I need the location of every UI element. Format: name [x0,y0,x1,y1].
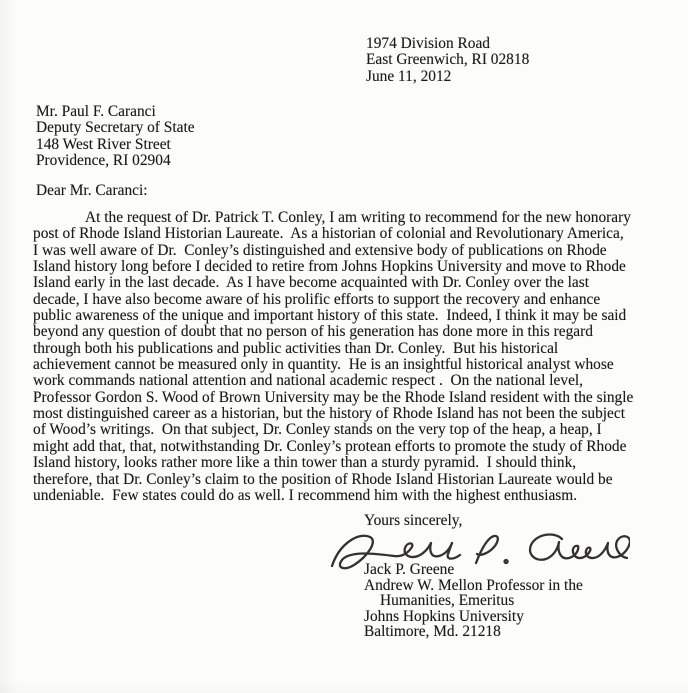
signer-title-line: Humanities, Emeritus [380,592,515,610]
body-line: achievement cannot be measured only in quantity. He is an insightful historical analyst whose [33,356,614,374]
body-line: most distinguished career as a historian, but the history of Rhode Island has not been the subject [33,405,625,423]
body-line: Island early in the last decade. As I have become acquainted with Dr. Conley over the last [33,274,590,292]
sender-address-line: East Greenwich, RI 02818 [366,51,530,69]
signer-name: Jack P. Greene [364,561,455,578]
valediction: Yours sincerely, [364,512,463,529]
body-line: work commands national attention and national academic respect . On the national level, [33,372,584,390]
body-line: decade, I have also become aware of his prolific efforts to support the recovery and enhance [33,290,601,308]
recipient-title: Deputy Secretary of State [36,119,195,137]
body-line: At the request of Dr. Patrick T. Conley, I am writing to recommend for the new honorary [85,209,631,226]
body-line: therefore, that Dr. Conley’s claim to the position of Rhode Island Historian Laureate would be [33,470,613,488]
sender-address-block [366,36,529,85]
letter-date: June 11, 2012 [366,67,452,85]
body-line: I was well aware of Dr. Conley’s distinguished and extensive body of publications on Rhode [33,241,607,259]
signature-block [364,562,583,640]
salutation: Dear Mr. Caranci: [36,182,148,199]
body-line: beyond any question of doubt that no person of his generation has done more in this regard [33,323,593,341]
sender-address-line: 1974 Division Road [366,35,490,52]
body-line: through both his publications and public activities than Dr. Conley. But his historical [33,339,559,357]
body-line: undeniable. Few states could do as well. I recommend him with the highest enthusiasm. [33,486,578,504]
signer-title-line: Andrew W. Mellon Professor in the [364,576,583,594]
body-line: Professor Gordon S. Wood of Brown University may be the Rhode Island resident with the single [33,388,634,406]
body-line: Island history long before I decided to retire from Johns Hopkins University and move to Rhode [33,258,626,276]
signer-location: Baltimore, Md. 21218 [364,623,501,641]
recipient-address-line: 148 West River Street [36,135,171,153]
body-line: post of Rhode Island Historian Laureate. As a historian of colonial and Revolutionary America, [33,225,624,243]
recipient-address-block [36,104,195,170]
signer-institution: Johns Hopkins University [364,607,524,625]
recipient-address-line: Providence, RI 02904 [36,152,171,170]
body-line: public awareness of the unique and important history of this state. Indeed, I think it may be said [33,307,627,325]
body-line: Island history, looks rather more like a thin tower than a sturdy pyramid. I should think, [33,454,577,472]
body-line: might add that, that, notwithstanding Dr. Conley’s protean efforts to promote the study of Rhode [33,437,627,455]
letter-body [33,210,633,504]
body-line: of Wood’s writings. On that subject, Dr. Conley stands on the very top of the heap, a heap, I [33,421,602,439]
recipient-name: Mr. Paul F. Caranci [36,103,156,120]
